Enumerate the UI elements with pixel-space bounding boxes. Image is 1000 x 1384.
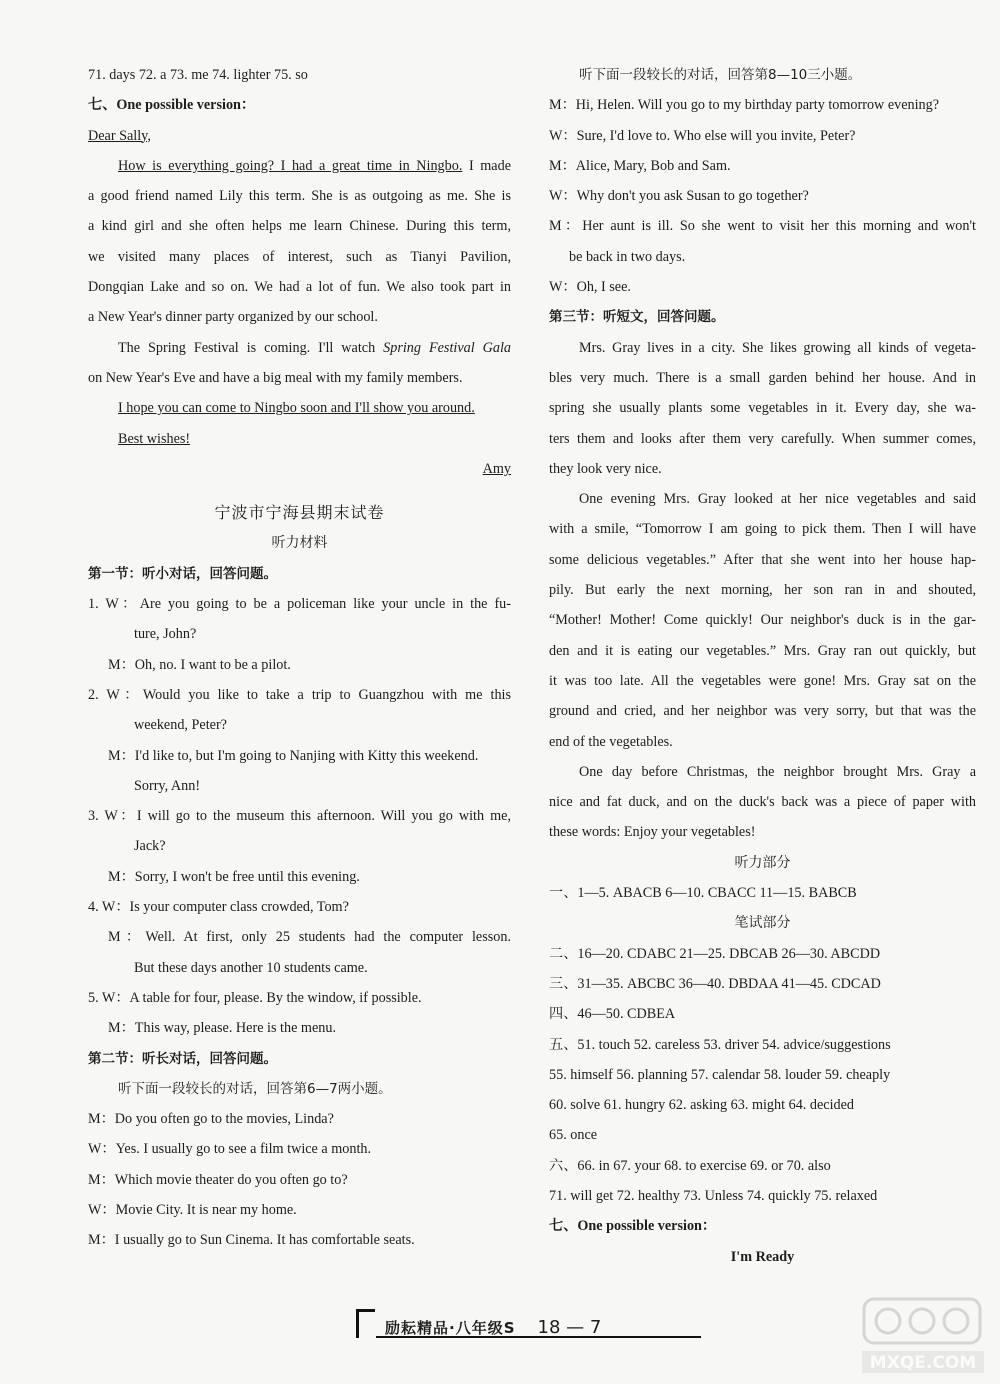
answer-line: 60. solve 61. hungry 62. asking 63. might 64. decided <box>549 1097 854 1114</box>
dialogue-line: W：Movie City. It is near my home. <box>88 1201 297 1218</box>
long-dialogue-2 <box>549 90 976 302</box>
listening-answers: 一、1—5. ABACB 6—10. CBACC 11—15. BABCB <box>549 885 857 902</box>
passage-line: end of the vegetables. <box>549 733 673 750</box>
passage-line: den and it is eating our vegetables.” Mrs. Gray ran out quickly, but <box>549 642 976 659</box>
listening-material-title: 听力材料 <box>271 535 328 552</box>
long-dialogue <box>88 1104 511 1255</box>
answer-line: 四、46—50. CDBEA <box>549 1006 676 1023</box>
dialogue-line: 3. W：I will go to the museum this afternoon. Will you go with me, <box>88 808 511 825</box>
watermark-logo <box>858 1295 988 1377</box>
essay-title: I'm Ready <box>730 1248 795 1265</box>
footer-bracket-mark <box>356 1309 375 1338</box>
passage-line: One evening Mrs. Gray looked at her nice vegetables and said <box>579 491 976 508</box>
right-column <box>549 60 976 1272</box>
dialogue-line: 5. W：A table for four, please. By the window, if possible. <box>88 989 422 1006</box>
letter-line: Amy <box>482 460 511 477</box>
written-answers <box>549 939 976 1212</box>
letter-line: a good friend named Lily this term. She is as outgoing as me. She is <box>88 188 511 205</box>
book-title: 励耘精品·八年级S <box>385 1319 516 1337</box>
passage-line: pily. But early the next morning, her son ran in and shouted, <box>549 582 976 599</box>
answer-line: 三、31—35. ABCBC 36—40. DBDAA 41—45. CDCAD <box>549 975 881 992</box>
dialogue-line: W：Why don't you ask Susan to go together? <box>549 188 809 205</box>
dialogue-line: M：I usually go to Sun Cinema. It has comfortable seats. <box>88 1232 415 1249</box>
possible-version-heading: 七、One possible version： <box>549 1218 717 1235</box>
answer-line: 二、16—20. CDABC 21—25. DBCAB 26—30. ABCDD <box>549 945 881 962</box>
letter-line: I hope you can come to Ningbo soon and I'll show you around. <box>118 400 475 417</box>
left-column <box>88 60 511 1256</box>
answer-line: 55. himself 56. planning 57. calendar 58. louder 59. cheaply <box>549 1066 891 1083</box>
dialogue-line: W：Yes. I usually go to see a film twice a month. <box>88 1141 372 1158</box>
underlined-sentence: How is everything going? I had a great time in Ningbo. <box>118 157 463 174</box>
dialogue-line: 2. W：Would you like to take a trip to Guangzhou with me this <box>88 686 511 703</box>
dialogue-line: W：Oh, I see. <box>549 279 631 296</box>
dialogue-line: M：Alice, Mary, Bob and Sam. <box>549 157 731 174</box>
dialogue-line: M：Hi, Helen. Will you go to my birthday party tomorrow evening? <box>549 97 940 114</box>
dialogue-line: M：Which movie theater do you often go to? <box>88 1171 348 1188</box>
section-1-heading: 第一节：听小对话，回答问题。 <box>88 565 277 582</box>
dialogue-line: M：This way, please. Here is the menu. <box>108 1020 336 1037</box>
passage-line: it was too late. All the vegetables were gone! Mrs. Gray sat on the <box>549 672 976 689</box>
letter-line: The Spring Festival is coming. I'll watch Spring Festival Gala <box>118 339 511 356</box>
section-3-heading: 第三节：听短文，回答问题。 <box>549 309 725 326</box>
letter-line: Dear Sally, <box>88 127 151 144</box>
dialogue-line: M：Her aunt is ill. So she went to visit her this morning and won't <box>549 218 976 235</box>
svg-text:MXQE.COM: MXQE.COM <box>869 1353 977 1373</box>
dialogue-line: weekend, Peter? <box>134 717 227 734</box>
answer-line: 六、66. in 67. your 68. to exercise 69. or 70. also <box>549 1157 831 1174</box>
letter-line: on New Year's Eve and have a big meal with my family members. <box>88 369 463 386</box>
letter-line: a New Year's dinner party organized by our school. <box>88 309 378 326</box>
dialogue-line: M：Do you often go to the movies, Linda? <box>88 1111 334 1128</box>
dialogue-line: M：Oh, no. I want to be a pilot. <box>108 656 291 673</box>
dialogue-line: Jack? <box>134 838 166 855</box>
letter-line: How is everything going? I had a great time in Ningbo. I made <box>118 157 511 174</box>
dialogue-line: But these days another 10 students came. <box>134 959 368 976</box>
letter-line: 七、One possible version： <box>88 97 256 114</box>
footer-rule <box>376 1336 701 1338</box>
passage-line: ters them and looks after them very carefully. When summer comes, <box>549 430 976 447</box>
dialogue-line: M：I'd like to, but I'm going to Nanjing with Kitty this weekend. <box>108 747 479 764</box>
passage-line: some delicious vegetables.” After that she went into her house hap- <box>549 551 976 568</box>
letter-line: Best wishes! <box>118 430 191 447</box>
section-2-intro: 听下面一段较长的对话，回答第6—7两小题。 <box>118 1080 392 1097</box>
passage-line: nice and fat duck, and on the duck's back was a piece of paper with <box>549 794 976 811</box>
dialogue-line: M：Well. At first, only 25 students had the computer lesson. <box>108 929 511 946</box>
passage-line: they look very nice. <box>549 460 662 477</box>
page-number: 18 — 7 <box>537 1317 602 1338</box>
passage-line: “Mother! Mother! Come quickly! Our neighbor's duck is in the gar- <box>549 612 976 629</box>
passage-line: with a smile, “Tomorrow I am going to pick them. Then I will have <box>549 521 976 538</box>
passage-line: ground and cried, and her neighbor was very sorry, but that was the <box>549 703 976 720</box>
passage-line: Mrs. Gray lives in a city. She likes growing all kinds of vegeta- <box>579 339 976 356</box>
page-footer <box>356 1308 701 1338</box>
passage-line: bles very much. There is a small garden behind her house. And in <box>549 369 976 386</box>
exam-title: 宁波市宁海县期末试卷 <box>214 503 385 523</box>
letter-line: Dongqian Lake and so on. We had a lot of fun. We also took part in <box>88 279 511 296</box>
answer-line: 五、51. touch 52. careless 53. driver 54. advice/suggestions <box>549 1036 891 1053</box>
letter-answer <box>88 60 511 484</box>
passage-line: these words: Enjoy your vegetables! <box>549 824 756 841</box>
answer-line: 71. will get 72. healthy 73. Unless 74. quickly 75. relaxed <box>549 1187 878 1204</box>
dialogue-line: be back in two days. <box>569 248 686 265</box>
dialogue-intro: 听下面一段较长的对话，回答第8—10三小题。 <box>579 67 862 83</box>
dialogue-line: ture, John? <box>134 626 197 643</box>
passage-line: spring she usually plants some vegetables in it. Every day, she wa- <box>549 400 976 417</box>
section-2-heading: 第二节：听长对话，回答问题。 <box>88 1050 277 1067</box>
letter-line: we visited many places of interest, such as Tianyi Pavilion, <box>88 248 511 265</box>
written-part-heading: 笔试部分 <box>734 915 791 932</box>
letter-line: a kind girl and she often helps me learn Chinese. During this term, <box>88 218 511 235</box>
listening-part-heading: 听力部分 <box>734 854 791 871</box>
passage-line: One day before Christmas, the neighbor brought Mrs. Gray a <box>579 763 976 780</box>
dialogue-line: M：Sorry, I won't be free until this evening. <box>108 868 360 885</box>
program-name: Spring Festival Gala <box>383 339 511 356</box>
answer-line: 65. once <box>549 1127 598 1144</box>
letter-line: 71. days 72. a 73. me 74. lighter 75. so <box>88 67 308 83</box>
short-dialogues <box>88 589 511 1043</box>
dialogue-line: Sorry, Ann! <box>134 777 201 794</box>
dialogue-line: W：Sure, I'd love to. Who else will you invite, Peter? <box>549 127 856 144</box>
short-passage <box>549 333 976 848</box>
dialogue-line: 4. W：Is your computer class crowded, Tom? <box>88 899 349 916</box>
dialogue-line: 1. W：Are you going to be a policeman like your uncle in the fu- <box>88 596 511 613</box>
